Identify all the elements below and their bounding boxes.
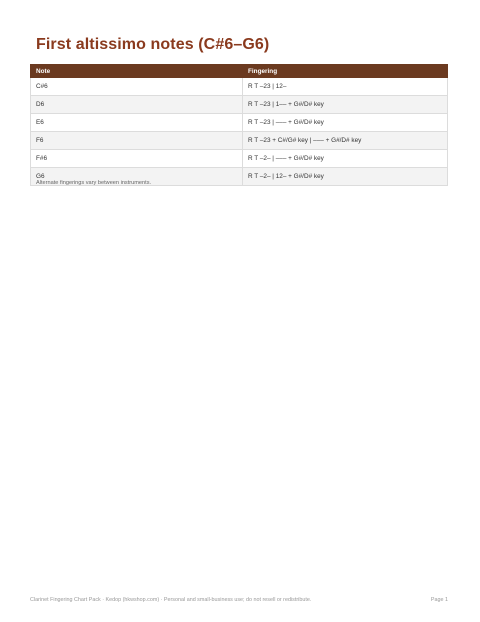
column-header-fingering: Fingering — [243, 65, 448, 78]
fingering-cell: R T –23 | ––– + G#/D# key — [243, 114, 448, 132]
table-row — [31, 78, 448, 96]
fingering-table — [30, 64, 448, 186]
footnote: Alternate fingerings vary between instruments. — [36, 180, 152, 186]
fingering-cell: R T –23 + C#/G# key | ––– + G#/D# key — [243, 132, 448, 150]
note-cell: G6 — [31, 168, 243, 186]
footer-credits: Clarinet Fingering Chart Pack · Kedop (hkwshop.com) · Personal and small-business use; do not resell or redistribute. — [30, 597, 312, 603]
page-number: Page 1 — [430, 597, 448, 603]
table-row — [31, 114, 448, 132]
page-title: First altissimo notes (C#6–G6) — [36, 36, 270, 53]
note-cell: D6 — [31, 96, 243, 114]
note-cell: C#6 — [31, 78, 243, 96]
page-footer — [30, 597, 448, 603]
table-header-row — [31, 65, 448, 78]
column-header-note: Note — [31, 65, 243, 78]
note-cell: F#6 — [31, 150, 243, 168]
fingering-cell: R T –2– | 12– + G#/D# key — [243, 168, 448, 186]
fingering-cell: R T –2– | ––– + G#/D# key — [243, 150, 448, 168]
table-row — [31, 96, 448, 114]
note-cell: E6 — [31, 114, 243, 132]
table-row — [31, 150, 448, 168]
fingering-cell: R T –23 | 12– — [243, 78, 448, 96]
note-cell: F6 — [31, 132, 243, 150]
table-row — [31, 132, 448, 150]
fingering-cell: R T –23 | 1–– + G#/D# key — [243, 96, 448, 114]
